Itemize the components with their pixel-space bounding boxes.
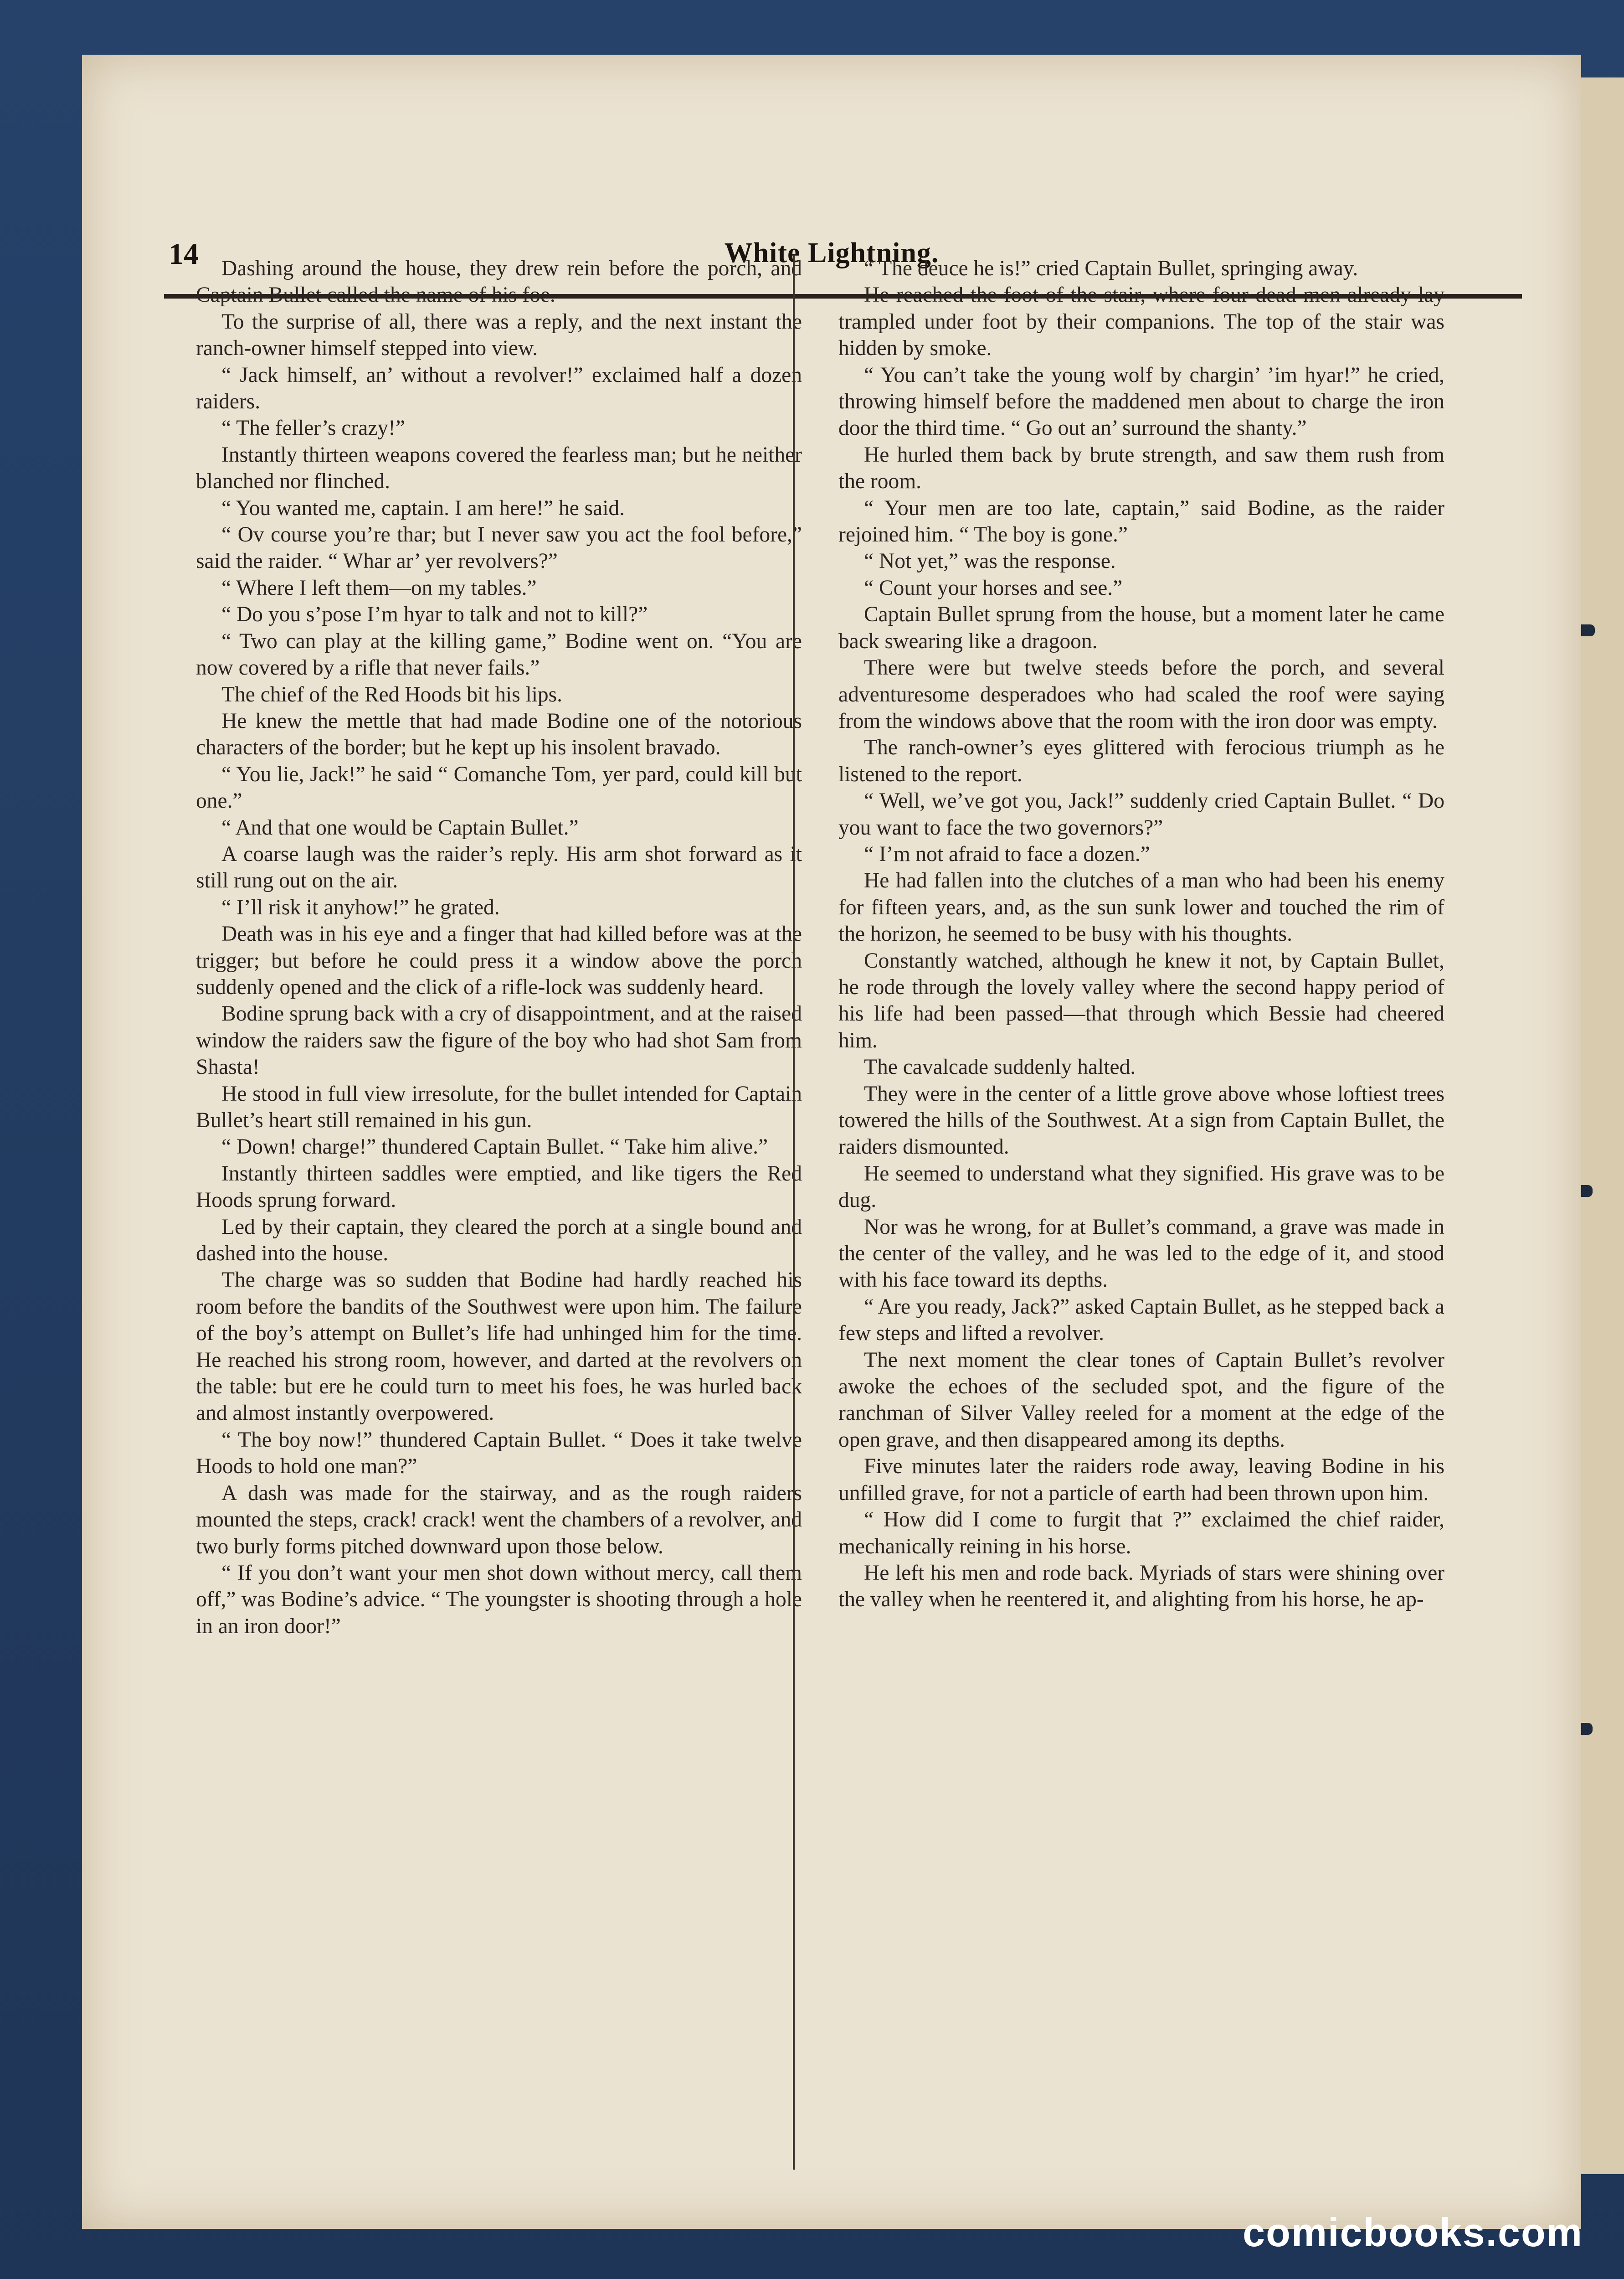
paragraph: “ Ov course you’re thar; but I never saw you act the fool before,” said the raider. “ Whar ar’ yer revolvers?” [196, 523, 802, 573]
paragraph: Bodine sprung back with a cry of disappointment, and at the raised window the raiders saw the figure of the boy who had shot Sam from Shasta! [196, 1002, 802, 1079]
paragraph: “ And that one would be Captain Bullet.” [221, 815, 579, 840]
paragraph: “ You can’t take the young wolf by chargin’ ’im hyar!” he cried, throwing himself before the maddened men about to charge the iron door the third time. “ Go out an’ surround the shanty.” [838, 363, 1444, 440]
paragraph: He seemed to understand what they signified. His grave was to be dug. [838, 1161, 1444, 1212]
paragraph: He left his men and rode back. Myriads of stars were shining over the valley when he reentered it, and alighting from his horse, he ap- [838, 1561, 1444, 1612]
paragraph: Five minutes later the raiders rode away, leaving Bodine in his unfilled grave, for not a particle of earth had been thrown upon him. [838, 1454, 1444, 1505]
right-column [838, 255, 1444, 1613]
left-column [196, 255, 802, 1640]
paragraph: “ You lie, Jack!” he said “ Comanche Tom, yer pard, could kill but one.” [196, 762, 802, 813]
paragraph: Constantly watched, although he knew it not, by Captain Bullet, he rode through the lovely valley where the second happy period of his life had been passed—that through which Bessie had cheered him. [838, 949, 1444, 1052]
paragraph: He stood in full view irresolute, for the bullet intended for Captain Bullet’s heart still remained in his gun. [196, 1082, 802, 1132]
paragraph: Instantly thirteen weapons covered the fearless man; but he neither blanched nor flinched. [196, 443, 802, 494]
watermark: comicbooks.com [1243, 2210, 1583, 2255]
paragraph: There were but twelve steeds before the porch, and several adventuresome desperadoes who had scaled the roof were saying from the windows above that the room with the iron door was empty. [838, 656, 1444, 733]
paragraph: The charge was so sudden that Bodine had hardly reached his room before the bandits of the Southwest were upon him. The failure of the boy’s attempt on Bullet’s life had unhinged him for the time. He reached his strong room, however, and darted at the revolvers on the table: but ere he could turn to meet his foes, he was hurled back and almost instantly overpowered. [196, 1268, 802, 1425]
paragraph: “ I’ll risk it anyhow!” he grated. [221, 895, 500, 919]
paragraph: Dashing around the house, they drew rein before the porch, and Captain Bullet called the name of his foe. [196, 257, 802, 307]
paragraph: They were in the center of a little grove above whose loftiest trees towered the hills of the Southwest. At a sign from Captain Bullet, the raiders dismounted. [838, 1082, 1444, 1159]
paragraph: “ Are you ready, Jack?” asked Captain Bullet, as he stepped back a few steps and lifted a revolver. [838, 1294, 1444, 1346]
paragraph: “ Count your horses and see.” [864, 576, 1123, 600]
paragraph: “ How did I come to furgit that ?” exclaimed the chief raider, mechanically reining in his horse. [838, 1508, 1444, 1558]
paragraph: The chief of the Red Hoods bit his lips. [221, 682, 563, 706]
document-page [82, 55, 1581, 2229]
paragraph: “ Your men are too late, captain,” said Bodine, as the raider rejoined him. “ The boy is gone.” [838, 496, 1444, 547]
paragraph: “ If you don’t want your men shot down without mercy, call them off,” was Bodine’s advice. “ The youngster is shooting through a hole in an iron door!” [196, 1561, 802, 1638]
paragraph: “ The boy now!” thundered Captain Bullet. “ Does it take twelve Hoods to hold one man?” [196, 1428, 802, 1479]
paragraph: The next moment the clear tones of Captain Bullet’s revolver awoke the echoes of the secluded spot, and the figure of the ranchman of Silver Valley reeled for a moment at the edge of the open grave, and then disappeared among its depths. [838, 1348, 1444, 1452]
paragraph: “ Do you s’pose I’m hyar to talk and not to kill?” [221, 603, 648, 627]
paragraph: “ Well, we’ve got you, Jack!” suddenly cried Captain Bullet. “ Do you want to face the two governors?” [838, 789, 1444, 840]
paragraph: Captain Bullet sprung from the house, but a moment later he came back swearing like a dragoon. [838, 603, 1444, 653]
paragraph: He hurled them back by brute strength, and saw them rush from the room. [838, 443, 1444, 494]
paragraph: “ Jack himself, an’ without a revolver!” exclaimed half a dozen raiders. [196, 363, 802, 414]
paragraph: “ I’m not afraid to face a dozen.” [864, 842, 1150, 866]
paragraph: “ The deuce he is!” cried Captain Bullet, springing away. [864, 257, 1358, 280]
running-title: White Lightning. [724, 237, 939, 268]
paragraph: To the surprise of all, there was a reply, and the next instant the ranch-owner himself stepped into view. [196, 309, 802, 361]
column-divider [793, 255, 795, 2170]
paragraph: “ The feller’s crazy!” [221, 416, 406, 440]
paragraph: “ Down! charge!” thundered Captain Bullet. “ Take him alive.” [221, 1135, 768, 1159]
paragraph: A coarse laugh was the raider’s reply. His arm shot forward as it still rung out on the air. [196, 842, 802, 893]
paragraph: Death was in his eye and a finger that had killed before was at the trigger; but before he could press it a window above the porch suddenly opened and the click of a rifle-lock was suddenly heard. [196, 922, 802, 999]
paragraph: He reached the foot of the stair, where four dead men already lay trampled under foot by their companions. The top of the stair was hidden by smoke. [838, 283, 1444, 361]
paragraph: “ You wanted me, captain. I am here!” he said. [221, 496, 625, 520]
paragraph: “ Not yet,” was the response. [864, 549, 1116, 573]
page-number: 14 [169, 237, 199, 271]
paragraph: Led by their captain, they cleared the porch at a single bound and dashed into the house. [196, 1215, 802, 1266]
paragraph: The ranch-owner’s eyes glittered with ferocious triumph as he listened to the report. [838, 736, 1444, 786]
paragraph: The cavalcade suddenly halted. [864, 1055, 1136, 1079]
paragraph: “ Two can play at the killing game,” Bodine went on. “You are now covered by a rifle that never fails.” [196, 629, 802, 680]
paragraph: “ Where I left them—on my tables.” [221, 576, 537, 600]
paragraph: Instantly thirteen saddles were emptied, and like tigers the Red Hoods sprung forward. [196, 1161, 802, 1212]
paragraph: Nor was he wrong, for at Bullet’s command, a grave was made in the center of the valley, and he was led to the edge of it, and stood with his face toward its depths. [838, 1215, 1444, 1292]
paragraph: A dash was made for the stairway, and as the rough raiders mounted the steps, crack! crack! went the chambers of a revolver, and two burly forms pitched downward upon those below. [196, 1481, 802, 1558]
paragraph: He knew the mettle that had made Bodine one of the notorious characters of the border; but he kept up his insolent bravado. [196, 709, 802, 760]
paragraph: He had fallen into the clutches of a man who had been his enemy for fifteen years, and, as the sun sunk lower and touched the rim of the horizon, he seemed to be busy with his thoughts. [838, 869, 1444, 946]
